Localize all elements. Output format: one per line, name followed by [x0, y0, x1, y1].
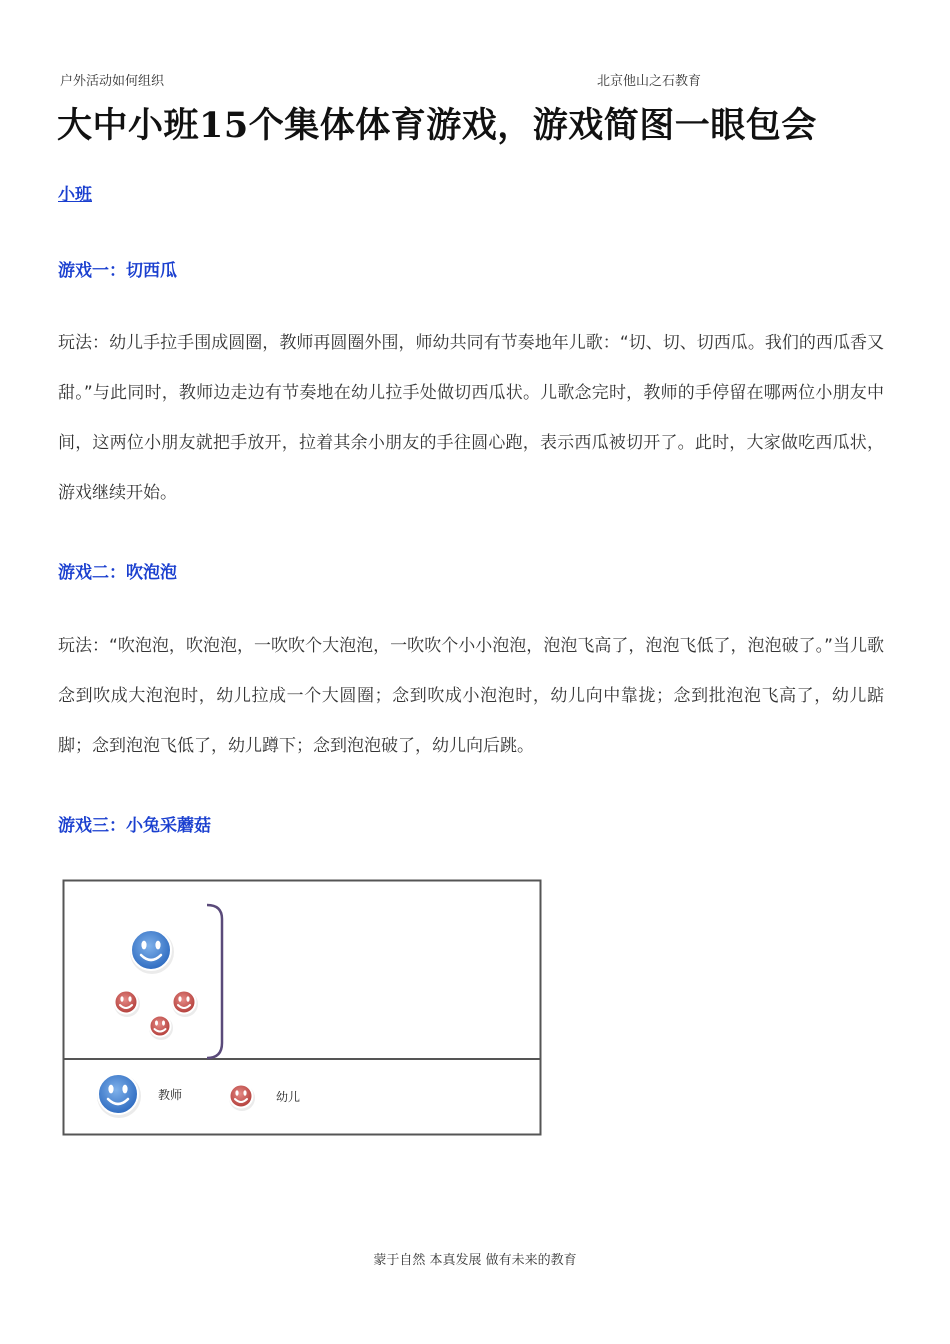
page-footer: 蒙于自然 本真发展 做有未来的教育	[373, 1253, 577, 1268]
game-3-diagram	[62, 879, 542, 1136]
legend-teacher-label: 教师	[158, 1088, 183, 1102]
game-2-heading: 游戏二：吹泡泡	[58, 563, 177, 583]
header-left: 户外活动如何组织	[60, 74, 165, 89]
legend-child-label: 幼儿	[276, 1090, 301, 1104]
header-right: 北京他山之石教育	[597, 74, 702, 89]
section-heading-small-class[interactable]: 小班	[58, 185, 92, 205]
page-title: 大中小班15个集体体育游戏，游戏简图一眼包会	[57, 105, 817, 146]
game-3-heading: 游戏三：小兔采蘑菇	[58, 816, 211, 836]
legend-teacher-icon	[97, 1074, 141, 1118]
teacher-icon	[130, 930, 174, 974]
game-2-text: 玩法：“吹泡泡，吹泡泡，一吹吹个大泡泡，一吹吹个小小泡泡，泡泡飞高了，泡泡飞低了，泡泡破了。”当儿歌念到吹成大泡泡时，幼儿拉成一个大圆圈；念到吹成小泡泡时，幼儿向中靠拢；念到批泡泡飞高了，幼儿踮脚；念到泡泡飞低了，幼儿蹲下；念到泡泡破了，幼儿向后跳。	[58, 636, 884, 756]
game-1-heading: 游戏一：切西瓜	[58, 261, 177, 281]
game-1-text: 玩法：幼儿手拉手围成圆圈，教师再圆圈外围，师幼共同有节奏地年儿歌：“切、切、切西瓜。我们的西瓜香又甜。”与此同时，教师边走边有节奏地在幼儿拉手处做切西瓜状。儿歌念完时，教师的手停留在哪两位小朋友中间，这两位小朋友就把手放开，拉着其余小朋友的手往圆心跑，表示西瓜被切开了。此时，大家做吃西瓜状，游戏继续开始。	[58, 333, 884, 503]
